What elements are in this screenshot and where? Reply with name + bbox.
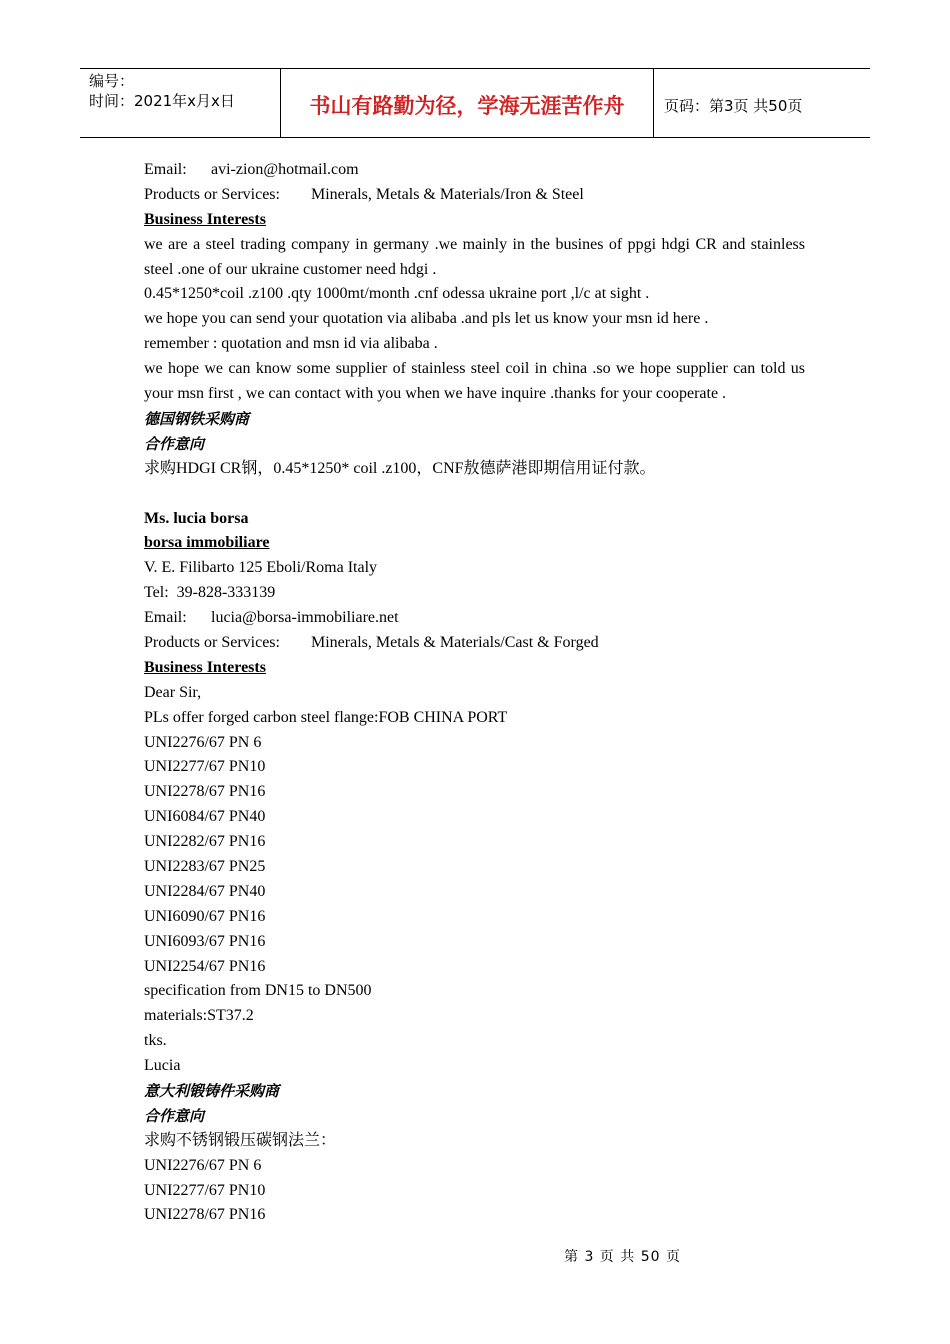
- cn-buyer-title: 意大利锻铸件采购商: [144, 1082, 280, 1101]
- interest-line: Lucia: [144, 1057, 181, 1075]
- interest-line: 0.45*1250*coil .z100 .qty 1000mt/month .cnf odessa ukraine port ,l/c at sight .: [144, 285, 650, 303]
- interest-line: UNI6084/67 PN40: [144, 808, 266, 826]
- contact-name: Ms. lucia borsa: [144, 509, 249, 527]
- cn-buyer-title: 德国钢铁采购商: [144, 409, 250, 428]
- interest-line: UNI2284/67 PN40: [144, 882, 266, 900]
- interest-line: UNI6093/67 PN16: [144, 932, 266, 950]
- cn-intent-line: 求购不锈钢锻压碳钢法兰：: [144, 1131, 337, 1149]
- interest-paragraph: we hope we can know some supplier of stainless steel coil in china .so we hope supplier can told us your msn first , we can contact with you when we have inquire .thanks for your cooperate .: [144, 360, 805, 403]
- cn-intent-text: 求购HDGI CR钢，0.45*1250* coil .z100，CNF敖德萨港即期信用证付款。: [144, 459, 656, 477]
- products-value: Minerals, Metals & Materials/Cast & Forged: [311, 633, 599, 651]
- email-label: Email:: [144, 161, 187, 178]
- interest-paragraph: we are a steel trading company in germany .we mainly in the busines of ppgi hdgi CR and stainless steel .one of our ukraine customer need hdgi .: [144, 235, 805, 278]
- interest-line: UNI2283/67 PN25: [144, 858, 266, 875]
- products-value: Minerals, Metals & Materials/Iron & Steel: [311, 185, 584, 203]
- email-line: [144, 158, 805, 183]
- email-label: Email:: [144, 609, 187, 627]
- document-body: [144, 158, 805, 1228]
- interest-line: UNI2282/67 PN16: [144, 833, 266, 851]
- cn-intent-heading: 合作意向: [144, 1106, 205, 1125]
- blank-line: [144, 482, 805, 507]
- business-interests-heading: Business Interests: [144, 210, 266, 228]
- products-label: Products or Services:: [144, 185, 280, 203]
- tel-line: Tel: 39-828-333139: [144, 584, 276, 602]
- interest-line: PLs offer forged carbon steel flange:FOB CHINA PORT: [144, 708, 508, 726]
- interest-line: Dear Sir,: [144, 683, 202, 701]
- serial-label: 编号：: [89, 72, 135, 90]
- cn-intent-line: UNI2277/67 PN10: [144, 1181, 266, 1199]
- business-interests-heading: Business Interests: [144, 658, 266, 676]
- cn-intent-line: UNI2278/67 PN16: [144, 1206, 266, 1224]
- interest-line: UNI2278/67 PN16: [144, 783, 266, 801]
- page-footer: 第 3 页 共 50 页: [564, 1249, 681, 1265]
- interest-line: UNI6090/67 PN16: [144, 907, 266, 925]
- interest-line: UNI2277/67 PN10: [144, 758, 266, 776]
- header-page-label: 页码：第3页 共50页: [664, 96, 803, 115]
- products-label: Products or Services:: [144, 633, 280, 651]
- interest-line: remember : quotation and msn id via alibaba .: [144, 335, 438, 353]
- interest-line: specification from DN15 to DN500: [144, 982, 372, 1000]
- email-line: [144, 606, 805, 631]
- header-motto: 书山有路勤为径，学海无涯苦作舟: [281, 69, 654, 137]
- interest-line: we hope you can send your quotation via alibaba .and pls let us know your msn id here .: [144, 310, 709, 328]
- company-name: borsa immobiliare: [144, 534, 270, 552]
- email-value: avi-zion@hotmail.com: [211, 161, 359, 178]
- interest-line: tks.: [144, 1032, 167, 1050]
- date-label: 时间：2021年x月x日: [89, 92, 235, 110]
- interest-line: UNI2254/67 PN16: [144, 957, 266, 975]
- email-value: lucia@borsa-immobiliare.net: [211, 609, 399, 627]
- interest-line: materials:ST37.2: [144, 1007, 254, 1025]
- products-line: [144, 183, 805, 208]
- address-line: V. E. Filibarto 125 Eboli/Roma Italy: [144, 559, 378, 577]
- interest-line: UNI2276/67 PN 6: [144, 733, 262, 751]
- header-meta: [80, 69, 281, 137]
- cn-intent-line: UNI2276/67 PN 6: [144, 1156, 262, 1174]
- page-header: [80, 68, 870, 138]
- products-line: [144, 631, 805, 656]
- cn-intent-heading: 合作意向: [144, 434, 205, 453]
